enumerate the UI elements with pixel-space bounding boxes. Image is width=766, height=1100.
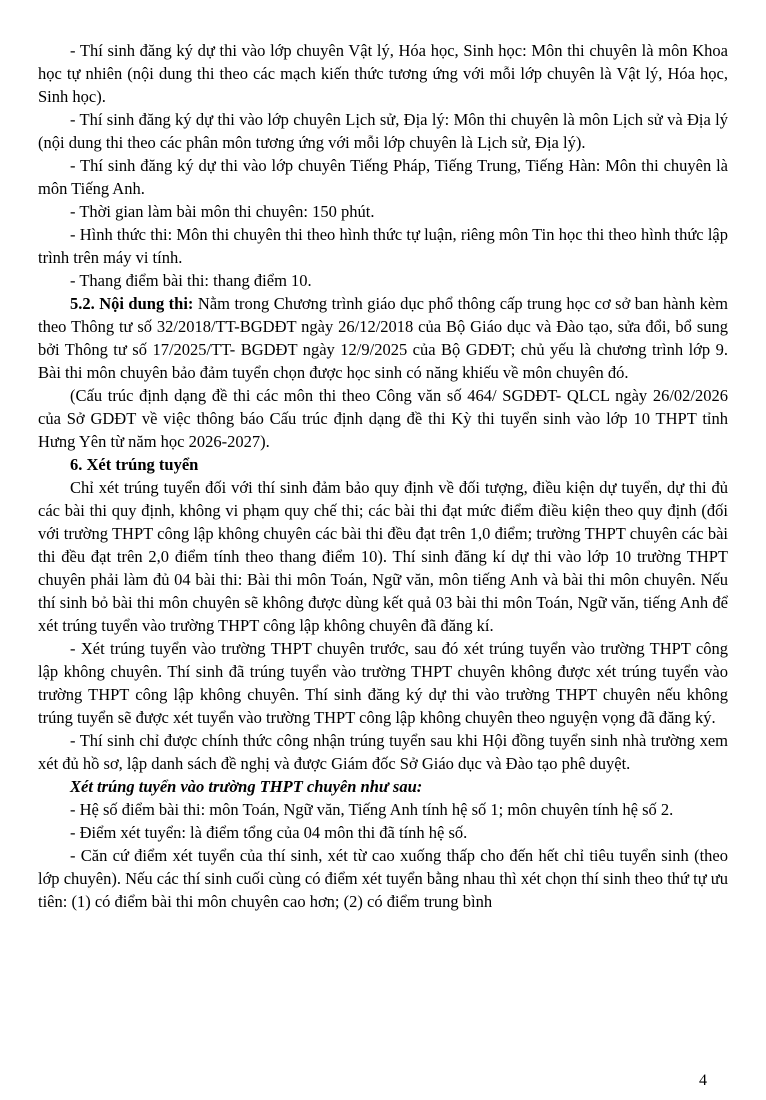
paragraph: (Cấu trúc định dạng đề thi các môn thi theo Công văn số 464/ SGDĐT- QLCL ngày 26/02/2026 của Sở GDĐT về việc thông báo Cấu trúc định dạng đề thi Kỳ thi tuyển sinh vào lớp 10 THPT tỉnh Hưng Yên từ năm học 2026-2027). [38,386,728,451]
paragraph: - Thí sinh đăng ký dự thi vào lớp chuyên Tiếng Pháp, Tiếng Trung, Tiếng Hàn: Môn thi chuyên là môn Tiếng Anh. [38,156,728,198]
section-heading: 6. Xét trúng tuyển [70,455,199,474]
paragraph: - Thí sinh đăng ký dự thi vào lớp chuyên Lịch sử, Địa lý: Môn thi chuyên là môn Lịch sử và Địa lý (nội dung thi theo các phân môn tương ứng với mỗi lớp chuyên là Lịch sử, Địa lý). [38,110,728,152]
paragraph: - Hình thức thi: Môn thi chuyên thi theo hình thức tự luận, riêng môn Tin học thi theo hình thức lập trình trên máy vi tính. [38,225,728,267]
paragraph-lead: 5.2. Nội dung thi: [70,294,194,313]
paragraph: - Căn cứ điểm xét tuyển của thí sinh, xét từ cao xuống thấp cho đến hết chỉ tiêu tuyển sinh (theo lớp chuyên). Nếu các thí sinh cuối cùng có điểm xét tuyển bằng nhau thì xét chọn thí sinh theo thứ tự ưu tiên: (1) có điểm bài thi môn chuyên cao hơn; (2) có điểm trung bình [38,846,728,911]
subsection-heading: Xét trúng tuyển vào trường THPT chuyên như sau: [70,777,423,796]
paragraph: - Hệ số điểm bài thi: môn Toán, Ngữ văn, Tiếng Anh tính hệ số 1; môn chuyên tính hệ số 2. [70,800,674,819]
paragraph: - Xét trúng tuyển vào trường THPT chuyên trước, sau đó xét trúng tuyển vào trường THPT công lập không chuyên. Thí sinh đã trúng tuyển vào trường THPT chuyên không được xét trúng tuyển vào trường THPT công lập không chuyên. Thí sinh đăng ký dự thi vào trường THPT chuyên nếu không trúng tuyển sẽ được xét tuyển vào trường THPT công lập không chuyên theo nguyện vọng đã đăng ký. [38,639,728,727]
paragraph: Chỉ xét trúng tuyển đối với thí sinh đảm bảo quy định về đối tượng, điều kiện dự tuyển, dự thi đủ các bài thi quy định, không vi phạm quy chế thi; các bài thi đạt mức điểm điều kiện theo quy định (đối với trường THPT công lập không chuyên các bài thi đều đạt trên 1,0 điểm; trường THPT chuyên các bài thi đều đạt trên 2,0 điểm tính theo thang điểm 10). Thí sinh đăng kí dự thi vào lớp 10 trường THPT chuyên phải làm đủ 04 bài thi: Bài thi môn Toán, Ngữ văn, môn tiếng Anh và bài thi môn chuyên. Nếu thí sinh bỏ bài thi môn chuyên sẽ không được dùng kết quả 03 bài thi môn Toán, Ngữ văn, tiếng Anh để xét trúng tuyển vào trường THPT công lập không chuyên đã đăng kí. [38,478,728,635]
paragraph: 5.2. Nội dung thi: Nằm trong Chương trình giáo dục phổ thông cấp trung học cơ sở ban hành kèm theo Thông tư số 32/2018/TT-BGDĐT ngày 26/12/2018 của Bộ Giáo dục và Đào tạo, sửa đổi, bổ sung bởi Thông tư số 17/2025/TT- BGDĐT ngày 12/9/2025 của Bộ GDĐT; chủ yếu là chương trình lớp 9. Bài thi môn chuyên bảo đảm tuyển chọn được học sinh có năng khiếu về môn chuyên đó. [38,294,729,382]
paragraph: - Điểm xét tuyển: là điểm tổng của 04 môn thi đã tính hệ số. [70,823,468,842]
document-body [38,39,728,913]
paragraph: - Thời gian làm bài môn thi chuyên: 150 phút. [70,202,375,221]
paragraph: - Thí sinh đăng ký dự thi vào lớp chuyên Vật lý, Hóa học, Sinh học: Môn thi chuyên là môn Khoa học tự nhiên (nội dung thi theo các mạch kiến thức tương ứng với mỗi lớp chuyên là Vật lý, Hóa học, Sinh học). [38,41,728,106]
paragraph: - Thang điểm bài thi: thang điểm 10. [70,271,312,290]
paragraph: - Thí sinh chỉ được chính thức công nhận trúng tuyển sau khi Hội đồng tuyển sinh nhà trường xem xét đủ hồ sơ, lập danh sách đề nghị và được Giám đốc Sở Giáo dục và Đào tạo phê duyệt. [38,731,728,773]
page-number: 4 [699,1072,707,1089]
